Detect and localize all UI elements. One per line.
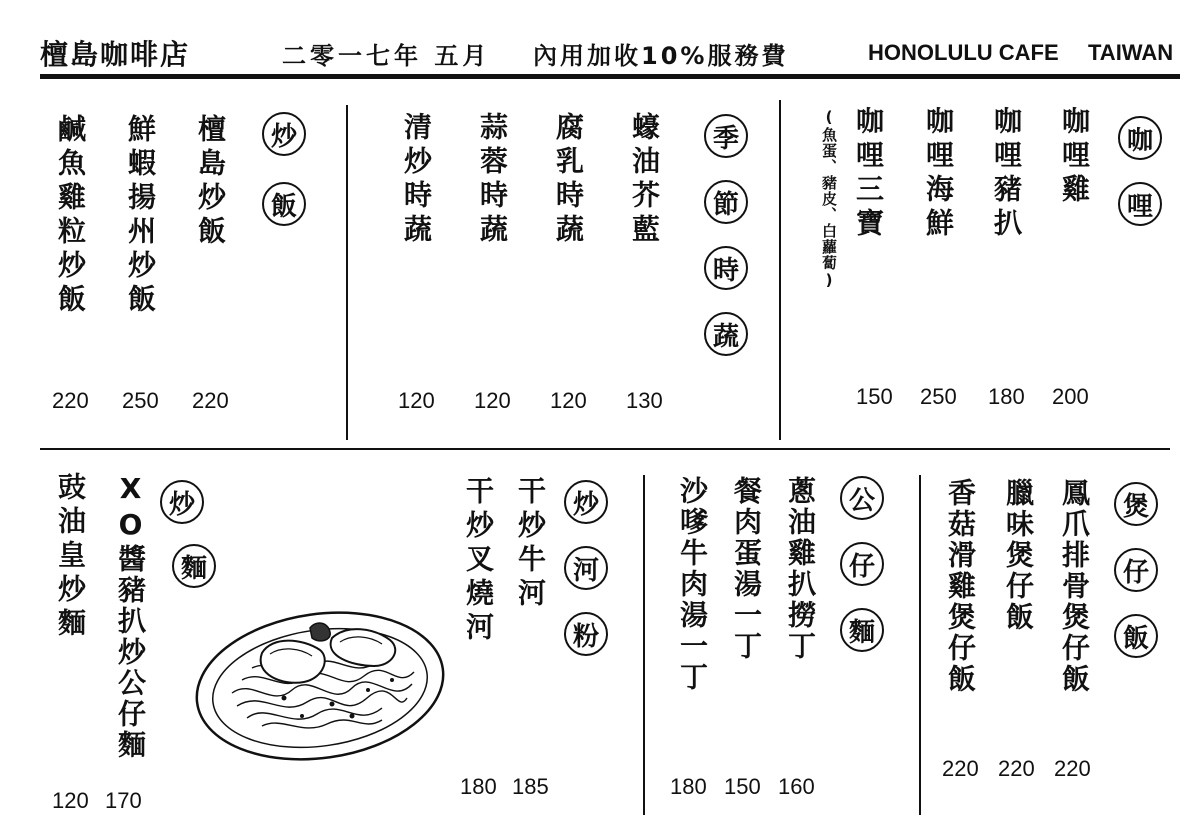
menu-item-name: 蠔油芥藍 (628, 112, 661, 248)
menu-item-name: 清炒時蔬 (400, 112, 433, 248)
section-badge: 咖 (1118, 116, 1162, 160)
section-badge: 蔬 (704, 312, 748, 356)
menu-item-price: 250 (920, 384, 957, 409)
menu-item-price: 180 (460, 774, 497, 799)
menu-item-price: 120 (52, 788, 89, 813)
menu-item-price: 130 (626, 388, 663, 413)
section-badge: 炒 (262, 112, 306, 156)
menu-item-name: 咖哩豬扒 (990, 106, 1023, 242)
menu-item-name: 干炒叉燒河 (462, 476, 495, 646)
section-badge: 時 (704, 246, 748, 290)
menu-item-price: 185 (512, 774, 549, 799)
menu-item-price: 150 (856, 384, 893, 409)
header-divider (40, 74, 1180, 79)
menu-item-price: 150 (724, 774, 761, 799)
column-divider (643, 475, 645, 815)
section-badge: 粉 (564, 612, 608, 656)
section-badge: 麵 (840, 608, 884, 652)
menu-item-price: 220 (1054, 756, 1091, 781)
section-badge: 節 (704, 180, 748, 224)
menu-item-price: 120 (474, 388, 511, 413)
menu-item-name: 咖哩雞 (1058, 106, 1091, 208)
menu-item-name: 沙嗲牛肉湯一丁 (676, 476, 709, 693)
middle-divider (40, 448, 1170, 450)
menu-item-name: 蒜蓉時蔬 (476, 112, 509, 248)
english-shop-name: HONOLULU CAFE (868, 40, 1059, 65)
menu-item-name: 香菇滑雞煲仔飯 (944, 478, 977, 695)
menu-date: 二零一七年 五月 (282, 42, 491, 70)
section-badge: 麵 (172, 544, 216, 588)
location-label: TAIWAN (1088, 40, 1174, 65)
menu-item-name: 臘味煲仔飯 (1002, 478, 1035, 633)
menu-item-name: 餐肉蛋湯一丁 (730, 476, 763, 662)
section-badge: 仔 (840, 542, 884, 586)
menu-item-name: 豉油皇炒麵 (54, 472, 87, 642)
menu-item-name: 檀島炒飯 (194, 114, 227, 250)
menu-item-price: 220 (192, 388, 229, 413)
menu-item-name: XO醬豬扒炒公仔麵 (114, 472, 147, 761)
menu-item-price: 220 (998, 756, 1035, 781)
section-badge: 飯 (262, 182, 306, 226)
section-badge: 季 (704, 114, 748, 158)
menu-item-price: 200 (1052, 384, 1089, 409)
menu-item-price: 120 (550, 388, 587, 413)
section-badge: 公 (840, 476, 884, 520)
menu-item-price: 220 (942, 756, 979, 781)
section-badge: 炒 (564, 480, 608, 524)
section-badge: 煲 (1114, 482, 1158, 526)
section-badge: 仔 (1114, 548, 1158, 592)
section-badge: 河 (564, 546, 608, 590)
section-badge: 炒 (160, 480, 204, 524)
menu-item-note: (魚蛋、豬皮、白蘿蔔) (820, 108, 838, 290)
menu-header (0, 0, 1200, 80)
fried-noodle-plate-illustration (192, 598, 452, 768)
menu-item-name: 鹹魚雞粒炒飯 (54, 114, 87, 318)
section-badge: 哩 (1118, 182, 1162, 226)
shop-name: 檀島咖啡店 (40, 38, 191, 71)
menu-item-name: 腐乳時蔬 (552, 112, 585, 248)
menu-item-price: 170 (105, 788, 142, 813)
service-charge-note: 內用加收10%服務費 (533, 42, 789, 70)
menu-item-name: 咖哩海鮮 (922, 106, 955, 242)
menu-item-price: 180 (988, 384, 1025, 409)
menu-item-name: 鳳爪排骨煲仔飯 (1058, 478, 1091, 695)
section-badge: 飯 (1114, 614, 1158, 658)
menu-item-name: 干炒牛河 (514, 476, 547, 612)
menu-item-price: 120 (398, 388, 435, 413)
menu-item-price: 250 (122, 388, 159, 413)
menu-item-name: 蔥油雞扒撈丁 (784, 476, 817, 662)
menu-item-name: 鮮蝦揚州炒飯 (124, 114, 157, 318)
menu-item-name: 咖哩三寶 (852, 106, 885, 242)
column-divider (346, 105, 348, 440)
column-divider (919, 475, 921, 815)
column-divider (779, 100, 781, 440)
menu-item-price: 220 (52, 388, 89, 413)
menu-item-price: 160 (778, 774, 815, 799)
menu-item-price: 180 (670, 774, 707, 799)
